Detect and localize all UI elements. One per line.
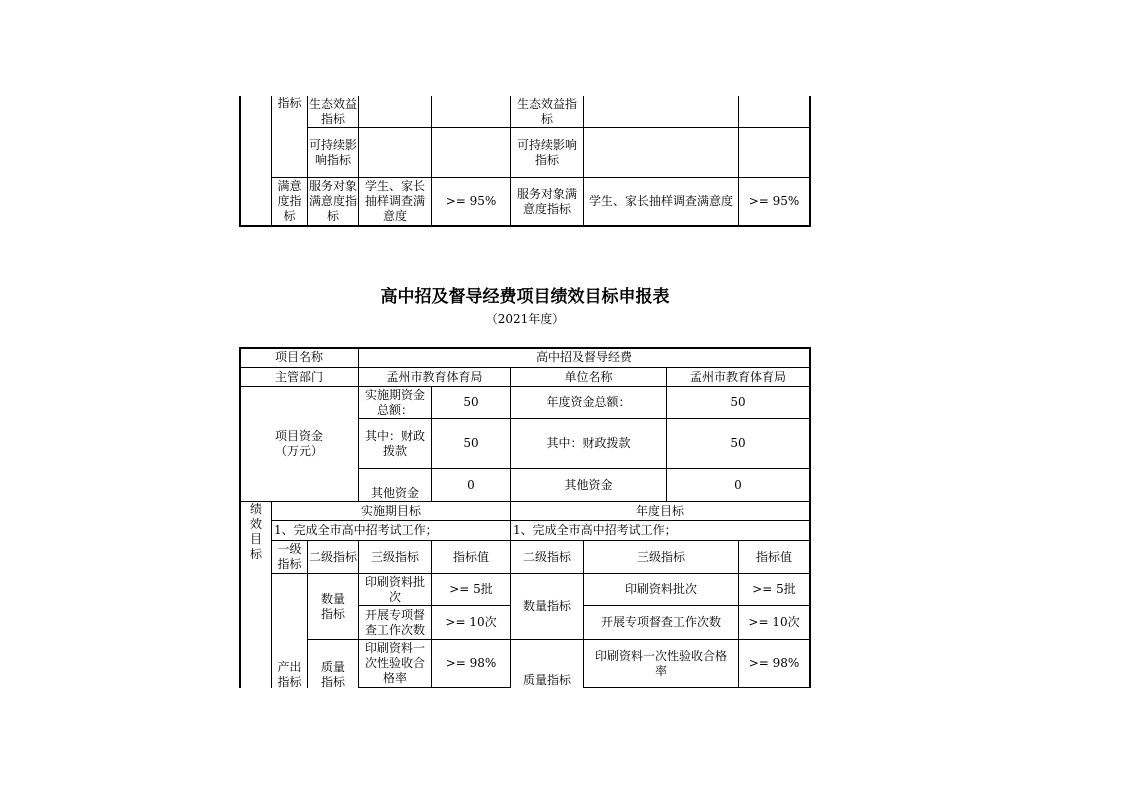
fiscal-label-right: 其中：财政拨款: [546, 436, 631, 450]
header-value-right: 指标值: [755, 549, 792, 564]
total-label: 实施期资金总额：: [364, 387, 425, 417]
header-level3-right: 三级指标: [636, 549, 685, 564]
header-level2-right: 二级指标: [522, 549, 571, 564]
header-value: 指标值: [452, 549, 489, 564]
inspect-count-label-right: 开展专项督查工作次数: [600, 615, 721, 629]
project-name-value: 高中招及督导经费: [535, 350, 632, 364]
value-cell-right: >= 95%: [748, 194, 800, 208]
rule: [583, 687, 810, 688]
annual-total-value: 50: [730, 395, 746, 409]
rule: [239, 96, 241, 227]
level2-cell: 可持续影响指标: [309, 137, 358, 167]
fiscal-value-right: 50: [730, 436, 746, 450]
rule: [239, 347, 241, 688]
period-goal-text: 1、完成全市高中招考试工作；: [274, 523, 438, 537]
inspect-count-value-right: >= 10次: [748, 615, 800, 629]
dept-label: 主管部门: [274, 369, 323, 384]
level2-cell: 生态效益指标: [309, 96, 358, 126]
output-level1-label: 产出指标: [277, 660, 302, 689]
level3-cell-right: 学生、家长抽样调查满意度: [588, 194, 733, 208]
header-level2: 二级指标: [309, 549, 358, 564]
level2-cell-right: 生态效益指标: [516, 96, 577, 126]
rule: [809, 96, 811, 227]
print-pass-value-right: >= 98%: [748, 656, 800, 670]
project-name-label: 项目名称: [274, 350, 323, 364]
goals-side-label: 绩效目标: [249, 502, 262, 561]
annual-goal-header: 年度目标: [635, 503, 684, 518]
print-pass-label-right: 印刷资料一次性验收合格率: [594, 648, 727, 678]
level3-cell: 学生、家长抽样调查满意度: [364, 179, 425, 223]
level1-cell: 满意度指标: [277, 179, 302, 223]
page-title: 高中招及督导经费项目绩效目标申报表: [380, 287, 670, 307]
quantity-label: 数量指标: [320, 591, 345, 621]
rule: [358, 687, 510, 688]
level2-cell-right: 可持续影响指标: [516, 137, 577, 167]
print-batches-value-right: >= 5批: [752, 582, 796, 596]
header-level3: 三级指标: [370, 549, 419, 564]
fiscal-value: 50: [463, 436, 479, 450]
other-label-right: 其他资金: [564, 477, 613, 492]
total-value: 50: [463, 395, 479, 409]
fiscal-label: 其中：财政拨款: [364, 428, 425, 458]
inspect-count-value: >= 10次: [445, 615, 497, 629]
other-label: 其他资金: [370, 486, 419, 500]
unit-value: 孟州市教育体育局: [689, 369, 786, 384]
annual-goal-text: 1、完成全市高中招考试工作；: [513, 523, 677, 537]
unit-label: 单位名称: [564, 369, 613, 384]
page-subtitle: （2021年度）: [485, 312, 565, 326]
print-batches-label: 印刷资料批次: [364, 574, 425, 604]
print-batches-label-right: 印刷资料批次: [624, 582, 697, 596]
annual-total-label: 年度资金总额：: [546, 395, 631, 409]
period-goal-header: 实施期目标: [360, 503, 421, 518]
level2-cell: 服务对象满意度指标: [309, 179, 358, 223]
funds-label: 项目资金（万元）: [274, 429, 323, 458]
quality-label: 质量指标: [320, 660, 345, 689]
print-pass-value: >= 98%: [445, 656, 497, 670]
value-cell: >= 95%: [445, 194, 497, 208]
quality-label-right: 质量指标: [522, 673, 571, 687]
print-pass-label: 印刷资料一次性验收合格率: [364, 641, 425, 685]
dept-value: 孟州市教育体育局: [386, 369, 483, 384]
quantity-label-right: 数量指标: [522, 599, 571, 613]
inspect-count-label: 开展专项督查工作次数: [364, 607, 425, 637]
print-batches-value: >= 5批: [449, 582, 493, 596]
rule: [239, 225, 810, 227]
other-value-right: 0: [734, 477, 742, 492]
rule: [809, 347, 811, 688]
header-level1: 一级指标: [277, 542, 302, 571]
level1-cell: 指标: [277, 96, 302, 110]
level2-cell-right: 服务对象满意度指标: [516, 186, 577, 216]
other-value: 0: [467, 477, 475, 492]
